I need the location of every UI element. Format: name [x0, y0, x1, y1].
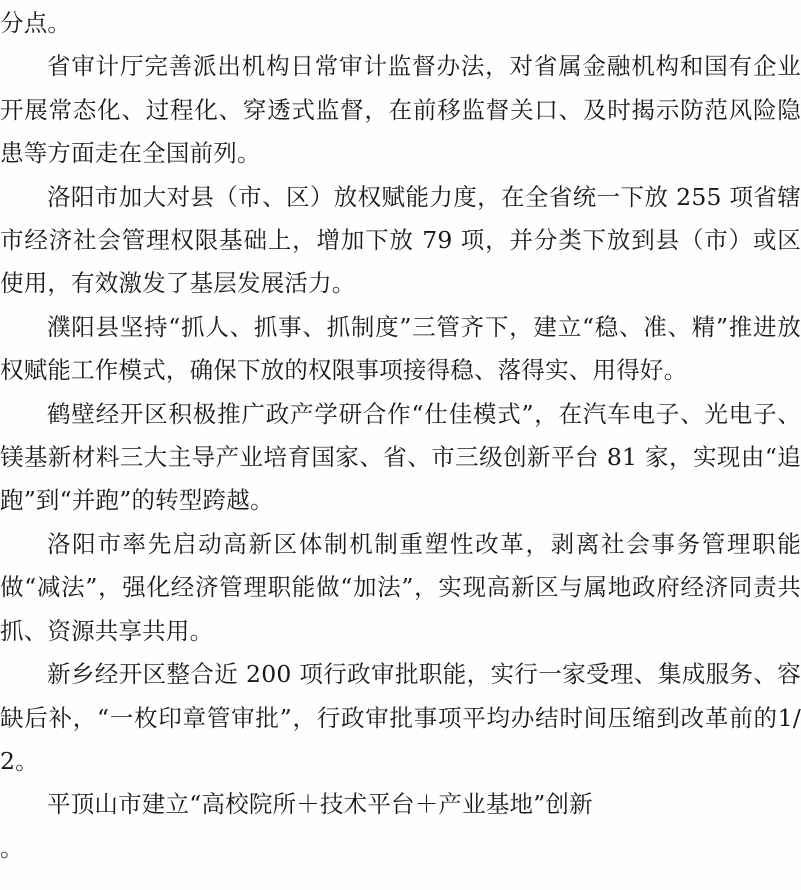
- paragraph-xinxiang-development-zone: 新乡经开区整合近 200 项行政审批职能，实行一家受理、集成服务、容缺后补，“一枚印章管审批”，行政审批事项平均办结时间压缩到改革前的1/2。: [0, 660, 801, 775]
- paragraph-pingdingshan: 平顶山市建立“高校院所＋技术平台＋产业基地”创新: [47, 790, 593, 819]
- paragraph-luoyang-hightech: 洛阳市率先启动高新区体制机制重塑性改革，剥离社会事务管理职能做“减法”，强化经济管理职能做“加法”，实现高新区与属地政府经济同责共抓、资源共享共用。: [0, 529, 801, 645]
- paragraph-bottom-clipped: 。: [0, 833, 24, 862]
- paragraph-provincial-audit: 省审计厅完善派出机构日常审计监督办法，对省属金融机构和国有企业开展常态化、过程化、穿透式监督，在前移监督关口、及时揭示防范风险隐患等方面走在全国前列。: [0, 52, 801, 168]
- paragraph-puyang-county: 濮阳县坚持“抓人、抓事、抓制度”三管齐下，建立“稳、准、精”推进放权赋能工作模式，确保下放的权限事项接得稳、落得实、用得好。: [0, 312, 801, 385]
- paragraph-fragment-top: 分点。: [0, 9, 72, 37]
- paragraph-luoyang-delegation: 洛阳市加大对县（市、区）放权赋能力度，在全省统一下放 255 项省辖市经济社会管理权限基础上，增加下放 79 项，并分类下放到县（市）或区使用，有效激发了基层发展活力。: [0, 182, 801, 298]
- paragraph-hebi-development-zone: 鹤壁经开区积极推广政产学研合作“仕佳模式”，在汽车电子、光电子、镁基新材料三大主导产业培育国家、省、市三级创新平台 81 家，实现由“追跑”到“并跑”的转型跨越。: [0, 399, 801, 515]
